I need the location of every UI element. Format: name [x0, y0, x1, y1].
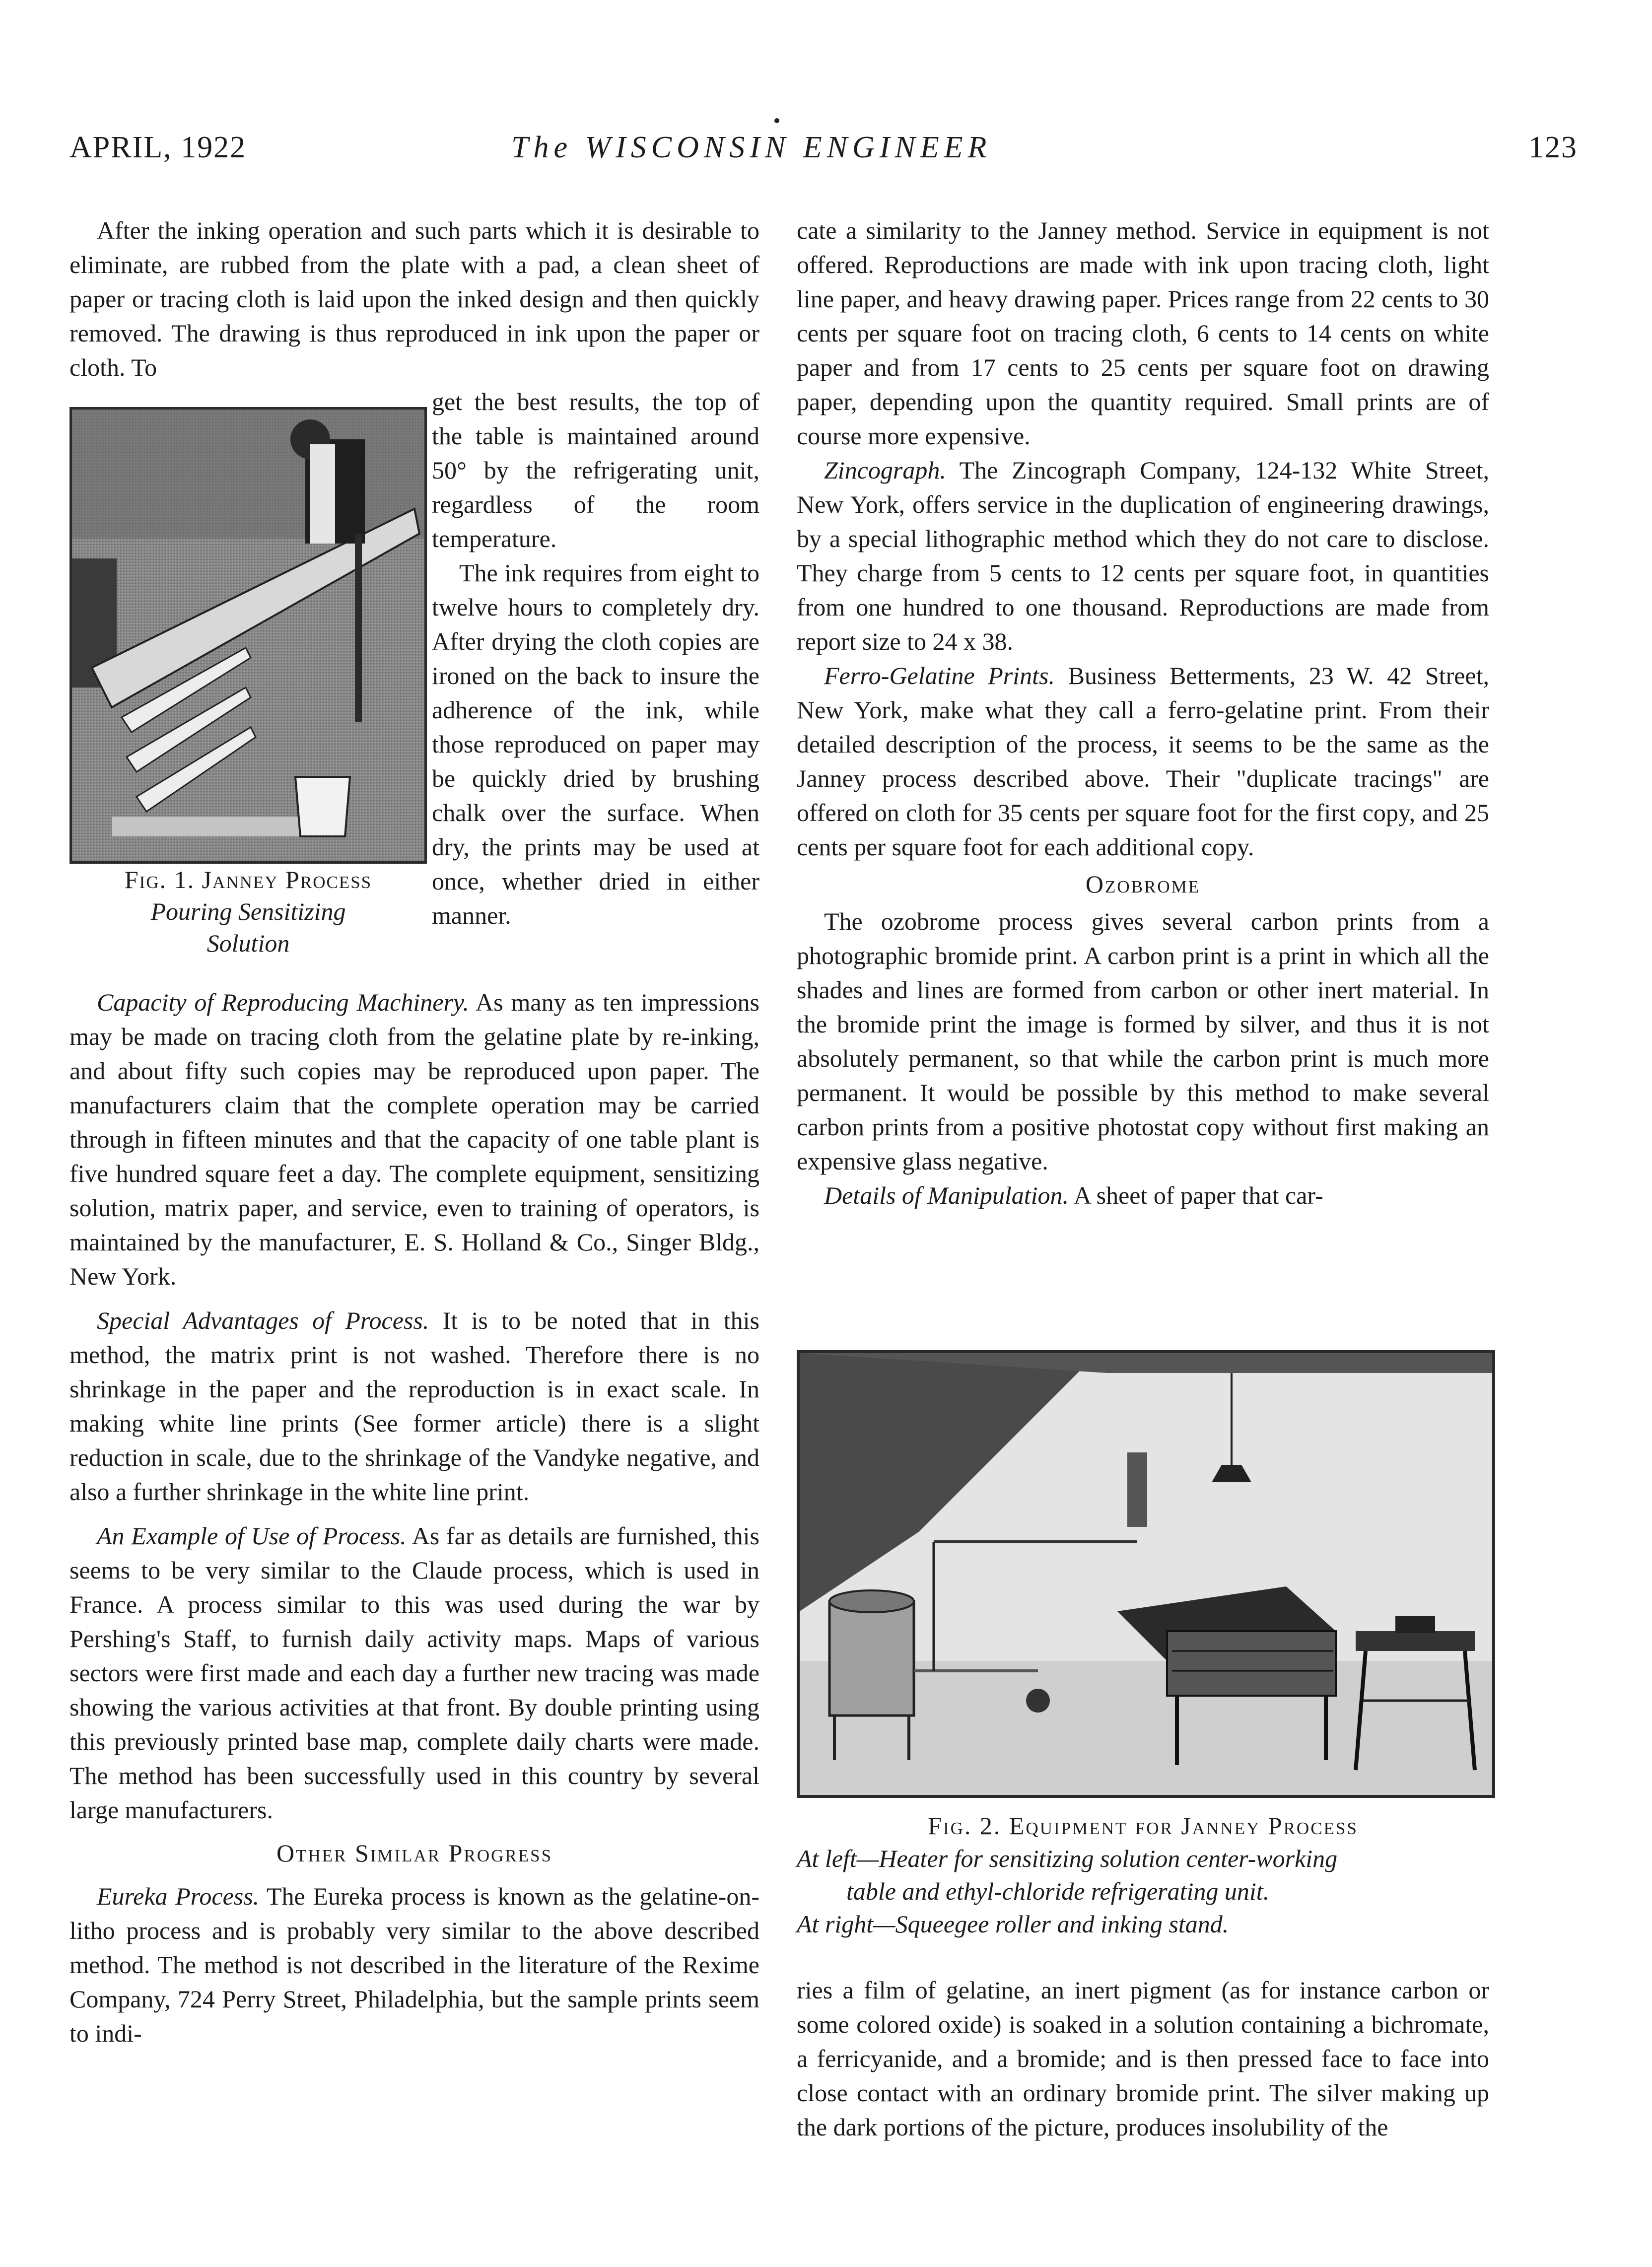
paragraph-eureka: [69, 1879, 759, 2051]
figure-1-photo: [69, 407, 427, 864]
section-other-similar: Other Similar Progress: [276, 1839, 553, 1867]
page-number: 123: [1528, 131, 1578, 164]
right-column-bottom: [797, 1973, 1489, 2144]
paragraph-example: [69, 1519, 759, 1827]
figure-2-caption: [797, 1809, 1489, 1940]
figure-2-caption-line1: At left—Heater for sensitizing solution center-working: [797, 1845, 1338, 1872]
paragraph-ferro: [797, 659, 1489, 864]
journal-title: The WISCONSIN ENGINEER: [511, 131, 992, 164]
paragraph-ozobrome: The ozobrome process gives several carbon prints from a photographic bromide print. A carbon print is a print in which all the shades and lines are formed from carbon or other inert material. In the bromide print the image is formed by silver, and thus it is not absolutely permanent, so that while the carbon print is much more permanent. It would be possible by this method to make several carbon prints from a positive photostat copy without first making an expensive glass negative.: [797, 907, 1489, 1175]
heading-eureka: Eureka Process.: [97, 1882, 260, 1910]
paragraph-cate: cate a similarity to the Janney method. Service in equipment is not offered. Reproductions are made with ink upon tracing cloth, light line paper, and heavy drawing paper. Prices range from 22 cents to 30 cents per square foot on tracing cloth, 6 cents to 14 cents on white paper and from 17 cents to 25 cents per square foot on drawing paper, depending upon the quantity required. Small prints are of course more expensive.: [797, 216, 1489, 450]
figure-2-illustration: [800, 1353, 1492, 1795]
figure-1-caption-sub1: Pouring Sensitizing: [150, 897, 346, 925]
text-ferro: Business Betterments, 23 W. 42 Street, New York, make what they call a ferro-gelatine print. From their detailed description of the process, it seems to be the same as the Janney process described above. Their "duplicate tracings" are offered on cloth for 35 cents per square foot for the first copy, and 25 cents per square foot for each additional copy.: [797, 662, 1490, 861]
heading-details: Details of Manipulation.: [824, 1181, 1069, 1209]
figure-1-caption-title: Fig. 1. Janney Process: [124, 866, 372, 893]
text-capacity: As many as ten impressions may be made on tracing cloth from the gelatine plate by re-inking, and about fifty such copies may be reproduced upon paper. The manufacturers claim that the complete operation may be carried through in fifteen minutes and that the capacity of one table plant is five hundred square feet a day. The complete equipment, sensitizing solution, matrix paper, and service, even to training of operators, is maintained by the manufacturer, E. S. Holland & Co., Singer Bldg., New York.: [69, 988, 759, 1290]
paragraph-inking: After the inking operation and such parts which it is desirable to eliminate, are rubbed from the plate with a pad, a clean sheet of paper or tracing cloth is laid upon the inked design and then quickly removed. The drawing is thus reproduced in ink upon the paper or cloth. To: [69, 216, 759, 381]
left-column-intro: [69, 213, 759, 385]
text-eureka: The Eureka process is known as the gelatine-on-litho process and is probably very similar to the above described method. The method is not described in the literature of the Rexime Company, 724 Perry Street, Philadelphia, but the sample prints seem to indi-: [69, 1882, 759, 2047]
issue-date: APRIL, 1922: [69, 131, 247, 164]
paragraph-details: [797, 1178, 1489, 1213]
right-column-body: [797, 213, 1489, 1213]
figure-1-caption-sub2: Solution: [206, 929, 290, 957]
figure-2-caption-title: Fig. 2. Equipment for Janney Process: [928, 1812, 1358, 1840]
left-column-wrap: [432, 385, 759, 933]
heading-ferro: Ferro-Gelatine Prints.: [824, 662, 1055, 689]
paragraph-best-results: get the best results, the top of the table is maintained around 50° by the refrigerating unit, regardless of the room temperature.: [432, 388, 759, 552]
paragraph-capacity: [69, 985, 759, 1294]
heading-special: Special Advantages of Process.: [97, 1306, 429, 1334]
paragraph-drying: The ink requires from eight to twelve hours to completely dry. After drying the cloth copies are ironed on the back to insure the adherence of the ink, while those reproduced on paper may be quickly dried by brushing chalk over the surface. When dry, the prints may be used at once, whether dried in either manner.: [432, 559, 759, 929]
figure-2-caption-line3: At right—Squeegee roller and inking stand.: [797, 1910, 1229, 1938]
figure-2-caption-line2: table and ethyl-chloride refrigerating unit.: [846, 1877, 1270, 1905]
figure-2-photo: [797, 1350, 1495, 1798]
paragraph-special: [69, 1304, 759, 1509]
heading-capacity: Capacity of Reproducing Machinery.: [97, 988, 469, 1016]
text-details: A sheet of paper that car-: [1073, 1181, 1323, 1209]
figure-1-caption: [69, 864, 427, 959]
text-example: As far as details are furnished, this seems to be very similar to the Claude process, which is used in France. A process similar to this was used during the war by Pershing's Staff, to furnish daily activity maps. Maps of various sectors were first made and each day a further new tracing was made showing the various activities at that front. By double printing using this previously printed base map, complete daily charts were made. The method has been successfully used in this country by several large manufacturers.: [69, 1522, 759, 1824]
text-zincograph: The Zincograph Company, 124-132 White Street, New York, offers service in the duplication of engineering drawings, by a special lithographic method which they do not care to disclose. They charge from 5 cents to 12 cents per square foot, in quantities from one hundred to one thousand. Reproductions are made from report size to 24 x 38.: [797, 456, 1489, 655]
paragraph-gelatine-film: ries a film of gelatine, an inert pigment (as for instance carbon or some colored oxide) is soaked in a solution containing a bichromate, a ferricyanide, and a bromide; and is then pressed face to face into close contact with an ordinary bromide print. The silver making up the dark portions of the picture, produces insolubility of the: [797, 1976, 1489, 2141]
section-ozobrome: Ozobrome: [1085, 870, 1201, 898]
heading-example: An Example of Use of Process.: [97, 1522, 407, 1550]
paragraph-zincograph: [797, 453, 1489, 659]
figure-1-illustration: [72, 410, 424, 861]
text-special: It is to be noted that in this method, the matrix print is not washed. Therefore there is no shrinkage in the paper and the reproduction is in exact scale. In making white line prints (See former article) there is a slight reduction in scale, due to the shrinkage of the Vandyke negative, and also a further shrinkage in the white line print.: [69, 1306, 759, 1506]
print-speck: [774, 118, 779, 123]
left-column-body: [69, 985, 759, 2051]
heading-zincograph: Zincograph.: [824, 456, 946, 484]
